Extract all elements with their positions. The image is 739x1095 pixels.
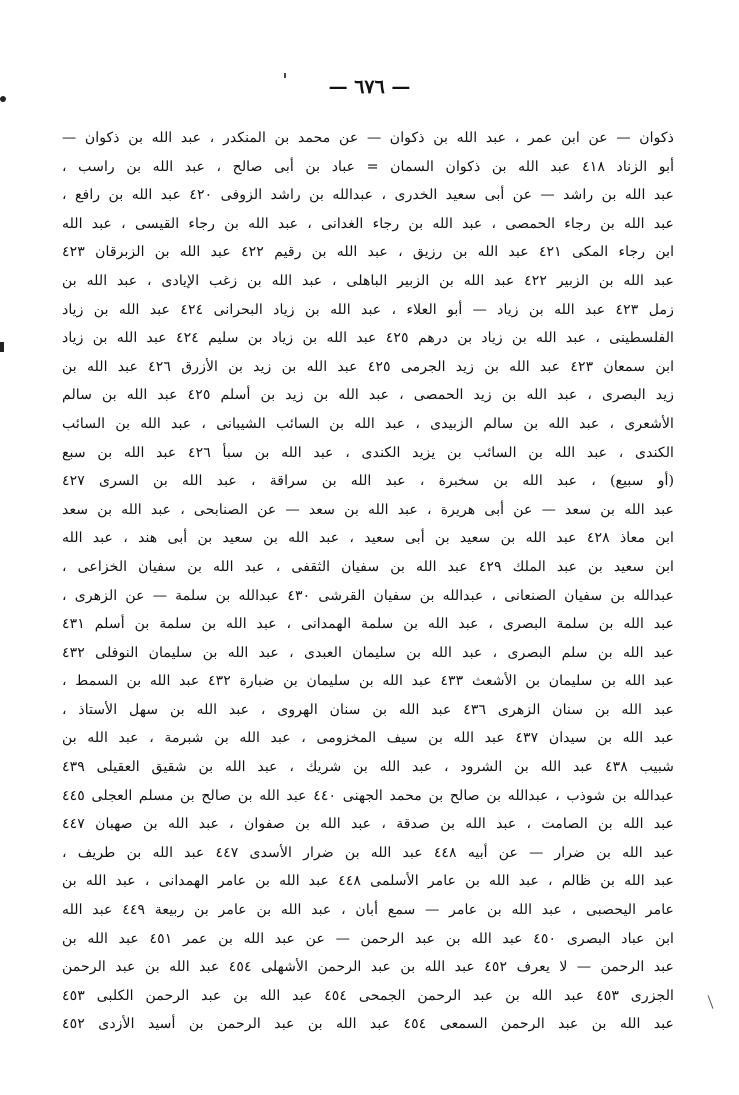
- index-line: عبد الله بن سليمان بن الأشعث ٤٣٣ عبد الله بن سليمان بن ضبارة ٤٣٢ عبد الله بن السمط ،: [62, 673, 674, 690]
- index-line: عبد الله بن رجاء الحمصى ، عبد الله بن رجاء الغدانى ، عبد الله بن رجاء القيسى ، عبد الله: [62, 215, 674, 232]
- index-line: الأشعرى ، عبد الله بن سالم الزبيدى ، عبد الله بن السائب الشيبانى ، عبد الله بن السائب: [62, 415, 674, 432]
- index-line: عبد الله بن عبد الرحمن السمعى ٤٥٤ عبد الله بن عبد الرحمن بن أسيد الأزدى ٤٥٢: [62, 1016, 674, 1033]
- index-line: عبد الله بن الصامت ، عبد الله بن صدقة ، عبد الله بن صفوان ، عبد الله بن صهبان ٤٤٧: [62, 816, 674, 833]
- index-line: أبو الزناد ٤١٨ عبد الله بن ذكوان السمان = عباد بن أبى صالح ، عبد الله بن راسب ،: [62, 158, 674, 175]
- index-line: زيد البصرى ، عبد الله بن زيد الحمصى ، عبد الله بن زيد بن أسلم ٤٢٥ عبد الله بن سالم: [62, 387, 674, 404]
- index-line: عامر اليحصبى ، عبد الله بن عامر — سمع أبان ، عبد الله بن عامر بن ربيعة ٤٤٩ عبد الله: [62, 902, 674, 919]
- index-line: ذكوان — عن ابن عمر ، عبد الله بن ذكوان — عن محمد بن المنكدر ، عبد الله بن ذكوان —: [62, 130, 674, 146]
- index-line: عبد الله بن سلمة البصرى ، عبد الله بن سلمة الهمدانى ، عبد الله بن سلمة بن أسلم ٤٣١: [62, 616, 674, 633]
- index-line: عبدالله بن سفيان الصنعانى ، عبدالله بن سفيان القرشى ٤٣٠ عبدالله بن سلمة — عن الزهرى ،: [62, 587, 674, 604]
- page-number: — ٦٧٦ —: [328, 76, 411, 98]
- index-line: ابن رجاء المكى ٤٢١ عبد الله بن رزيق ، عبد الله بن رقيم ٤٢٢ عبد الله بن الزبرقان ٤٢٣: [62, 244, 674, 261]
- index-line: عبد الله بن سلم البصرى ، عبد الله بن سليمان العبدى ، عبد الله بن سليمان النوفلى ٤٣٢: [62, 644, 674, 661]
- index-line: عبد الله بن سيدان ٤٣٧ عبد الله بن سيف المخزومى ، عبد الله بن شبرمة ، عبد الله بن: [62, 730, 674, 747]
- index-line: الكندى ، عبد الله بن السائب بن يزيد الكندى ، عبد الله بن سبأ ٤٢٦ عبد الله بن سبع: [62, 444, 674, 461]
- index-line: عبد الله بن سعد — عن أبى هريرة ، عبد الله بن سعد — عن الصنابحى ، عبد الله بن سعد: [62, 501, 674, 518]
- index-line: الجزرى ٤٥٣ عبد الله بن عبد الرحمن الجمحى ٤٥٤ عبد الله بن عبد الرحمن الكلبى ٤٥٣: [62, 987, 674, 1004]
- index-line: عبدالله بن شوذب ، عبدالله بن صالح بن محمد الجهنى ٤٤٠ عبد الله بن صالح بن مسلم العجلى ٤٤٥: [62, 787, 674, 804]
- index-line: عبد الله بن راشد — عن أبى سعيد الخدرى ، عبدالله بن راشد الزوفى ٤٢٠ عبد الله بن رافع ،: [62, 187, 674, 204]
- index-line: الفلسطينى ، عبد الله بن زياد بن درهم ٤٢٥ عبد الله بن زياد بن سليم ٤٢٤ عبد الله بن زياد: [62, 330, 674, 347]
- index-line: شبيب ٤٣٨ عبد الله بن الشرود ، عبد الله بن شريك ، عبد الله بن شقيق العقيلى ٤٣٩: [62, 759, 674, 776]
- index-line: ابن سمعان ٤٢٣ عبد الله بن زيد الجرمى ٤٢٥ عبد الله بن زيد بن الأزرق ٤٢٦ عبد الله بن: [62, 358, 674, 375]
- binding-mark: [0, 342, 4, 352]
- index-line: عبد الله بن ظالم ، عبد الله بن عامر الأسلمى ٤٤٨ عبد الله بن عامر الهمدانى ، عبد الله بن: [62, 873, 674, 890]
- index-line: ابن عباد البصرى ٤٥٠ عبد الله بن عبد الرحمن — عن عبد الله بن عمر ٤٥١ عبد الله بن: [62, 930, 674, 947]
- index-line: عبد الله بن الزبير ٤٢٢ عبد الله بن الزبير الباهلى ، عبد الله بن زغب الإيادى ، عبد الله بن: [62, 272, 674, 289]
- ink-speck: [708, 995, 714, 1008]
- index-text-block: [62, 124, 674, 1039]
- index-line: (أو سبيع) ، عبد الله بن سخبرة ، عبد الله بن سراقة ، عبد الله بن السرى ٤٢٧: [62, 473, 674, 490]
- index-line: عبد الله بن سنان الزهرى ٤٣٦ عبد الله بن سنان الهروى ، عبد الله بن سهل الأستاذ ،: [62, 701, 674, 718]
- index-line: ابن معاذ ٤٢٨ عبد الله بن سعيد بن أبى سعيد ، عبد الله بن سعيد بن أبى هند ، عبد الله: [62, 530, 674, 547]
- index-line: عبد الرحمن — لا يعرف ٤٥٢ عبد الله بن عبد الرحمن الأشهلى ٤٥٤ عبد الله بن عبد الرحمن: [62, 959, 674, 976]
- index-line: زمل ٤٢٣ عبد الله بن زياد — أبو العلاء ، عبد الله بن زياد البحرانى ٤٢٤ عبد الله بن زياد: [62, 301, 674, 318]
- index-line: عبد الله بن ضرار — عن أبيه ٤٤٨ عبد الله بن ضرار الأسدى ٤٤٧ عبد الله بن طريف ،: [62, 844, 674, 861]
- index-line: ابن سعيد بن عبد الملك ٤٢٩ عبد الله بن سفيان الثقفى ، عبد الله بن سفيان الخزاعى ،: [62, 558, 674, 575]
